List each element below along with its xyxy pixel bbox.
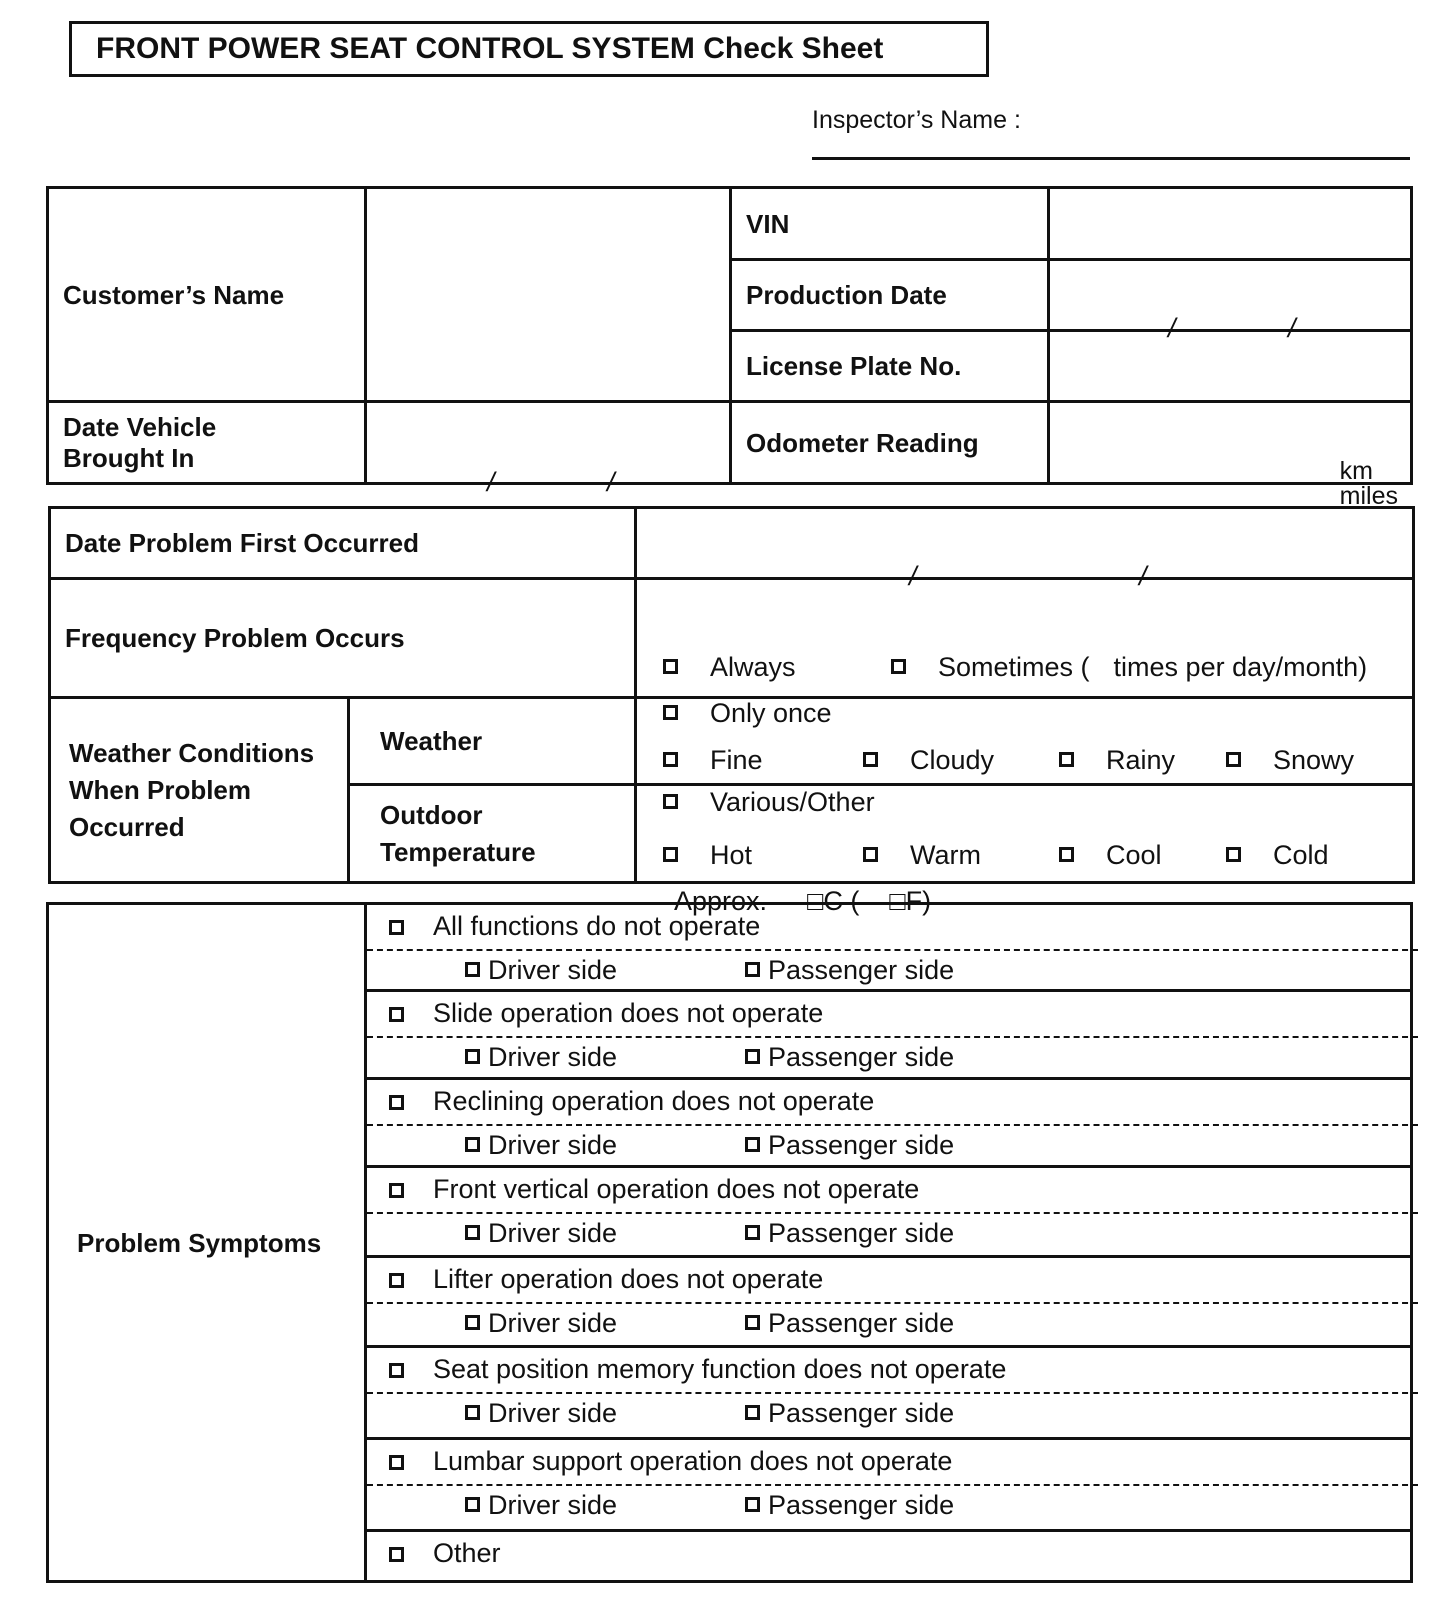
option-passenger-side[interactable]: Passenger side bbox=[745, 1490, 954, 1521]
option-driver-side[interactable]: Driver side bbox=[465, 1398, 617, 1429]
checkbox-icon[interactable] bbox=[465, 1049, 480, 1064]
checkbox-icon[interactable] bbox=[663, 659, 678, 674]
vehicle-info-table bbox=[46, 186, 1413, 510]
checkbox-icon[interactable] bbox=[1059, 752, 1074, 767]
symptom-row bbox=[367, 1168, 1410, 1258]
production-date-label: Production Date bbox=[731, 260, 1049, 331]
license-plate-label: License Plate No. bbox=[731, 331, 1049, 402]
problem-symptoms-table bbox=[46, 902, 1413, 1583]
symptom-label: Slide operation does not operate bbox=[433, 998, 824, 1028]
weather-conditions-label-line2: When Problem bbox=[69, 774, 252, 805]
frequency-options bbox=[636, 579, 1414, 728]
odometer-label: Odometer Reading bbox=[731, 402, 1049, 484]
option-always[interactable]: Always bbox=[663, 652, 796, 683]
weather-conditions-label-line3: Occurred bbox=[69, 811, 185, 842]
option-passenger-side[interactable]: Passenger side bbox=[745, 1398, 954, 1429]
outdoor-temperature-label-line2: Temperature bbox=[380, 836, 536, 867]
symptom-list bbox=[366, 904, 1412, 1582]
odometer-field[interactable] bbox=[1049, 402, 1412, 510]
checkbox-icon[interactable] bbox=[745, 962, 760, 977]
checkbox-icon[interactable] bbox=[1059, 847, 1074, 862]
checkbox-icon[interactable] bbox=[389, 1455, 404, 1470]
outdoor-temperature-label-line1: Outdoor bbox=[380, 799, 483, 830]
date-separator: / bbox=[909, 561, 917, 591]
checkbox-icon[interactable] bbox=[389, 1363, 404, 1378]
weather-label: Weather bbox=[349, 698, 636, 785]
date-separator: / bbox=[1288, 313, 1296, 343]
checkbox-icon[interactable] bbox=[389, 1273, 404, 1288]
approx-celsius: □C ( bbox=[807, 885, 860, 916]
symptom-label: Front vertical operation does not operate bbox=[433, 1174, 920, 1204]
symptom-row-other bbox=[367, 1532, 1410, 1580]
vin-field[interactable] bbox=[1049, 188, 1412, 260]
checkbox-icon[interactable] bbox=[465, 962, 480, 977]
symptom-row bbox=[367, 1258, 1410, 1348]
option-cloudy[interactable]: Cloudy bbox=[863, 745, 994, 776]
date-brought-in-label-line1: Date Vehicle bbox=[63, 411, 217, 442]
option-rainy[interactable]: Rainy bbox=[1059, 745, 1175, 776]
symptom-row bbox=[367, 1440, 1410, 1532]
checkbox-icon[interactable] bbox=[663, 794, 678, 809]
checkbox-icon[interactable] bbox=[465, 1497, 480, 1512]
approx-label: Approx. bbox=[674, 885, 768, 916]
symptom-label: All functions do not operate bbox=[433, 911, 761, 941]
checkbox-icon[interactable] bbox=[663, 705, 678, 720]
option-passenger-side[interactable]: Passenger side bbox=[745, 1308, 954, 1339]
customer-name-label: Customer’s Name bbox=[48, 188, 366, 402]
option-passenger-side[interactable]: Passenger side bbox=[745, 1042, 954, 1073]
option-snowy[interactable]: Snowy bbox=[1226, 745, 1354, 776]
checkbox-icon[interactable] bbox=[745, 1225, 760, 1240]
option-driver-side[interactable]: Driver side bbox=[465, 1218, 617, 1249]
checkbox-icon[interactable] bbox=[745, 1405, 760, 1420]
date-first-occurred-label: Date Problem First Occurred bbox=[50, 508, 636, 579]
option-warm[interactable]: Warm bbox=[863, 840, 981, 871]
symptom-label: Lifter operation does not operate bbox=[433, 1264, 824, 1294]
vin-label: VIN bbox=[731, 188, 1049, 260]
checkbox-icon[interactable] bbox=[1226, 847, 1241, 862]
checkbox-icon[interactable] bbox=[745, 1137, 760, 1152]
option-driver-side[interactable]: Driver side bbox=[465, 1490, 617, 1521]
approx-fahrenheit: □F) bbox=[889, 885, 932, 916]
option-fine[interactable]: Fine bbox=[663, 745, 763, 776]
checkbox-icon[interactable] bbox=[465, 1405, 480, 1420]
weather-conditions-label bbox=[50, 698, 349, 883]
option-passenger-side[interactable]: Passenger side bbox=[745, 1218, 954, 1249]
unit-miles: miles bbox=[1339, 481, 1398, 510]
checkbox-icon[interactable] bbox=[389, 1547, 404, 1562]
problem-info-table bbox=[48, 506, 1415, 916]
symptom-label-other: Other bbox=[433, 1538, 501, 1568]
symptom-row bbox=[367, 1080, 1410, 1168]
checkbox-icon[interactable] bbox=[389, 1007, 404, 1022]
page-title: FRONT POWER SEAT CONTROL SYSTEM Check Sheet bbox=[69, 21, 989, 77]
date-separator: / bbox=[487, 466, 495, 497]
odometer-units bbox=[1339, 456, 1398, 510]
date-first-occurred-field[interactable] bbox=[636, 508, 1414, 591]
outdoor-temperature-label bbox=[349, 785, 636, 883]
checkbox-icon[interactable] bbox=[863, 752, 878, 767]
option-driver-side[interactable]: Driver side bbox=[465, 1308, 617, 1339]
checkbox-icon[interactable] bbox=[891, 659, 906, 674]
checkbox-icon[interactable] bbox=[389, 920, 404, 935]
license-plate-field[interactable] bbox=[1049, 331, 1412, 402]
checkbox-icon[interactable] bbox=[465, 1137, 480, 1152]
symptom-row bbox=[367, 905, 1410, 992]
symptom-label: Seat position memory function does not operate bbox=[433, 1354, 1007, 1384]
date-separator: / bbox=[1168, 313, 1176, 343]
symptom-label: Lumbar support operation does not operate bbox=[433, 1446, 953, 1476]
checkbox-icon[interactable] bbox=[745, 1049, 760, 1064]
date-brought-in-field[interactable] bbox=[366, 402, 731, 497]
option-hot[interactable]: Hot bbox=[663, 840, 752, 871]
option-driver-side[interactable]: Driver side bbox=[465, 955, 617, 986]
inspector-name-field[interactable] bbox=[812, 157, 1410, 160]
checkbox-icon[interactable] bbox=[745, 1497, 760, 1512]
checkbox-icon[interactable] bbox=[663, 752, 678, 767]
date-brought-in-label-line2: Brought In bbox=[63, 442, 195, 473]
date-brought-in-label bbox=[48, 402, 366, 484]
option-only-once[interactable]: Only once bbox=[663, 698, 832, 729]
checkbox-icon[interactable] bbox=[389, 1095, 404, 1110]
date-separator: / bbox=[607, 466, 615, 497]
symptom-label: Reclining operation does not operate bbox=[433, 1086, 875, 1116]
checkbox-icon[interactable] bbox=[1226, 752, 1241, 767]
checkbox-icon[interactable] bbox=[465, 1315, 480, 1330]
production-date-field[interactable] bbox=[1049, 260, 1412, 343]
frequency-label: Frequency Problem Occurs bbox=[50, 579, 636, 698]
checkbox-icon[interactable] bbox=[745, 1315, 760, 1330]
customer-name-field[interactable] bbox=[366, 188, 731, 402]
weather-conditions-label-line1: Weather Conditions bbox=[69, 737, 315, 768]
inspector-name-label: Inspector’s Name : bbox=[812, 106, 1021, 134]
checkbox-icon[interactable] bbox=[465, 1225, 480, 1240]
option-cool[interactable]: Cool bbox=[1059, 840, 1162, 871]
option-driver-side[interactable]: Driver side bbox=[465, 1042, 617, 1073]
unit-km: km bbox=[1339, 456, 1373, 485]
checkbox-icon[interactable] bbox=[863, 847, 878, 862]
option-cold[interactable]: Cold bbox=[1226, 840, 1329, 871]
checkbox-icon[interactable] bbox=[389, 1183, 404, 1198]
option-passenger-side[interactable]: Passenger side bbox=[745, 1130, 954, 1161]
option-various-other[interactable]: Various/Other bbox=[663, 787, 875, 818]
option-driver-side[interactable]: Driver side bbox=[465, 1130, 617, 1161]
symptom-row bbox=[367, 1348, 1410, 1440]
symptom-row bbox=[367, 992, 1410, 1080]
date-separator: / bbox=[1139, 561, 1147, 591]
option-passenger-side[interactable]: Passenger side bbox=[745, 955, 954, 986]
checkbox-icon[interactable] bbox=[663, 847, 678, 862]
problem-symptoms-label: Problem Symptoms bbox=[48, 904, 366, 1582]
option-sometimes[interactable]: Sometimes ( times per day/month) bbox=[891, 652, 1367, 683]
